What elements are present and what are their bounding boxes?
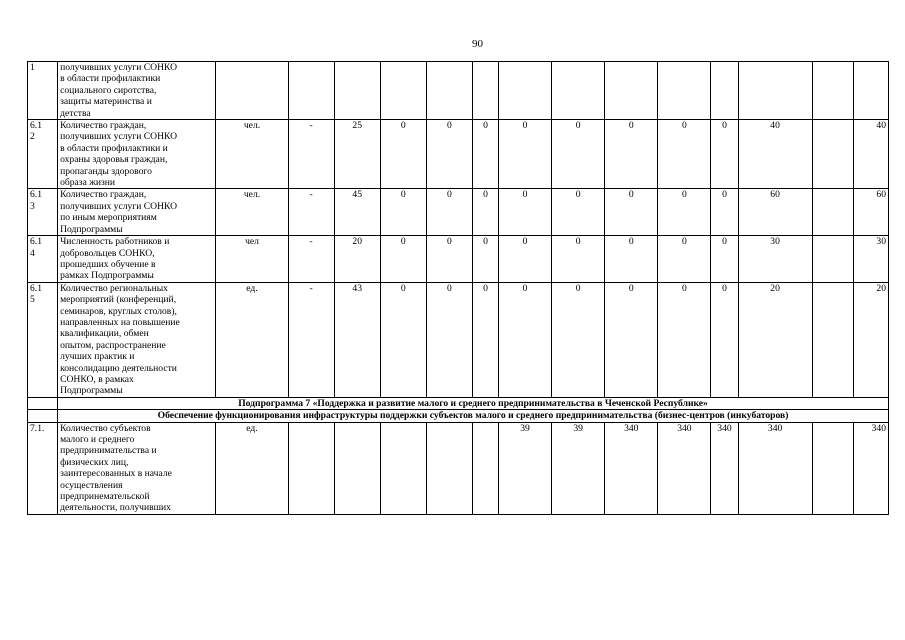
base-value: - [288, 120, 334, 189]
indicator-name: Количество граждан, получивших услуги СОНКО в области профилактики и охраны здоровья граждан, пропаганды здорового образа жизни [58, 120, 216, 189]
value-cell [711, 62, 738, 120]
value-cell: 0 [552, 236, 605, 283]
row-number: 1 [28, 62, 58, 120]
value-cell: 0 [472, 120, 498, 189]
value-cell: 0 [380, 236, 426, 283]
value-cell: 0 [711, 189, 738, 236]
base-value [288, 62, 334, 120]
value-cell [812, 189, 853, 236]
value-cell [334, 62, 380, 120]
value-cell: 0 [380, 189, 426, 236]
value-cell [812, 422, 853, 514]
unit-cell: чел [216, 236, 288, 283]
value-cell: 0 [711, 282, 738, 397]
table-row [28, 62, 889, 120]
indicators-table [27, 61, 889, 515]
value-cell [334, 422, 380, 514]
value-cell: 20 [853, 282, 888, 397]
value-cell [472, 422, 498, 514]
value-cell: 0 [499, 189, 552, 236]
value-cell: 0 [552, 189, 605, 236]
unit-cell: чел. [216, 189, 288, 236]
indicator-name: Количество региональных мероприятий (конференций, семинаров, круглых столов), направленных на повышение квалификации, обмен опытом, распространение лучших практик и консолидацию деятельности СОНКО, в рамках Подпрограммы [58, 282, 216, 397]
value-cell: 0 [711, 120, 738, 189]
value-cell: 20 [334, 236, 380, 283]
table-row [28, 189, 889, 236]
value-cell: 0 [605, 120, 658, 189]
row-number: 6.1 2 [28, 120, 58, 189]
value-cell: 39 [552, 422, 605, 514]
value-cell: 43 [334, 282, 380, 397]
value-cell: 0 [658, 236, 711, 283]
value-cell: 340 [658, 422, 711, 514]
value-cell: 0 [499, 120, 552, 189]
row-number: 6.1 5 [28, 282, 58, 397]
row-number: 6.1 4 [28, 236, 58, 283]
table-row [28, 120, 889, 189]
unit-cell [216, 62, 288, 120]
value-cell: 30 [853, 236, 888, 283]
table-row [28, 282, 889, 397]
value-cell [812, 62, 853, 120]
section-subtitle-row [28, 410, 889, 422]
blank-cell [28, 397, 58, 409]
value-cell: 0 [426, 189, 472, 236]
value-cell: 0 [426, 120, 472, 189]
indicator-name: Численность работников и добровольцев СОНКО, прошедших обучение в рамках Подпрограммы [58, 236, 216, 283]
value-cell: 0 [552, 120, 605, 189]
value-cell: 60 [738, 189, 812, 236]
value-cell: 0 [472, 236, 498, 283]
section-title-row [28, 397, 889, 409]
value-cell: 0 [472, 282, 498, 397]
value-cell: 0 [605, 282, 658, 397]
value-cell: 340 [738, 422, 812, 514]
value-cell: 0 [552, 282, 605, 397]
value-cell [426, 62, 472, 120]
value-cell: 0 [658, 282, 711, 397]
unit-cell: ед. [216, 282, 288, 397]
indicator-name: получивших услуги СОНКО в области профилактики социального сиротства, защиты материнства и детства [58, 62, 216, 120]
value-cell: 0 [658, 189, 711, 236]
value-cell: 0 [499, 282, 552, 397]
value-cell: 40 [853, 120, 888, 189]
value-cell: 0 [426, 236, 472, 283]
value-cell: 25 [334, 120, 380, 189]
value-cell: 30 [738, 236, 812, 283]
value-cell [812, 236, 853, 283]
value-cell: 0 [380, 120, 426, 189]
value-cell: 340 [711, 422, 738, 514]
value-cell [812, 120, 853, 189]
value-cell: 0 [658, 120, 711, 189]
value-cell: 0 [499, 236, 552, 283]
base-value [288, 422, 334, 514]
blank-cell [28, 410, 58, 422]
indicator-name: Количество субъектов малого и среднего предпринимательства и физических лиц, заинтересованных в начале осуществления предпринемательской деятельности, получивших [58, 422, 216, 514]
value-cell [426, 422, 472, 514]
value-cell [658, 62, 711, 120]
table-row [28, 422, 889, 514]
section-subtitle: Обеспечение функционирования инфраструктуры поддержки субъектов малого и среднего предпринимательства (бизнес-центров (инкубаторов) [58, 410, 889, 422]
value-cell: 20 [738, 282, 812, 397]
unit-cell: чел. [216, 120, 288, 189]
value-cell: 60 [853, 189, 888, 236]
value-cell: 0 [380, 282, 426, 397]
page-number: 90 [472, 38, 483, 50]
value-cell: 0 [605, 189, 658, 236]
value-cell [472, 62, 498, 120]
base-value: - [288, 282, 334, 397]
indicator-name: Количество граждан, получивших услуги СОНКО по иным мероприятиям Подпрограммы [58, 189, 216, 236]
value-cell: 45 [334, 189, 380, 236]
value-cell: 340 [853, 422, 888, 514]
value-cell [499, 62, 552, 120]
value-cell: 0 [426, 282, 472, 397]
value-cell: 340 [605, 422, 658, 514]
value-cell: 40 [738, 120, 812, 189]
value-cell [812, 282, 853, 397]
section-title: Подпрограмма 7 «Поддержка и развитие малого и среднего предпринимательства в Чеченской Республике» [58, 397, 889, 409]
value-cell [738, 62, 812, 120]
value-cell [605, 62, 658, 120]
value-cell [552, 62, 605, 120]
base-value: - [288, 236, 334, 283]
value-cell [380, 422, 426, 514]
value-cell: 39 [499, 422, 552, 514]
value-cell: 0 [711, 236, 738, 283]
table-row [28, 236, 889, 283]
value-cell: 0 [472, 189, 498, 236]
value-cell [380, 62, 426, 120]
row-number: 7.1. [28, 422, 58, 514]
base-value: - [288, 189, 334, 236]
value-cell [853, 62, 888, 120]
value-cell: 0 [605, 236, 658, 283]
unit-cell: ед. [216, 422, 288, 514]
row-number: 6.1 3 [28, 189, 58, 236]
